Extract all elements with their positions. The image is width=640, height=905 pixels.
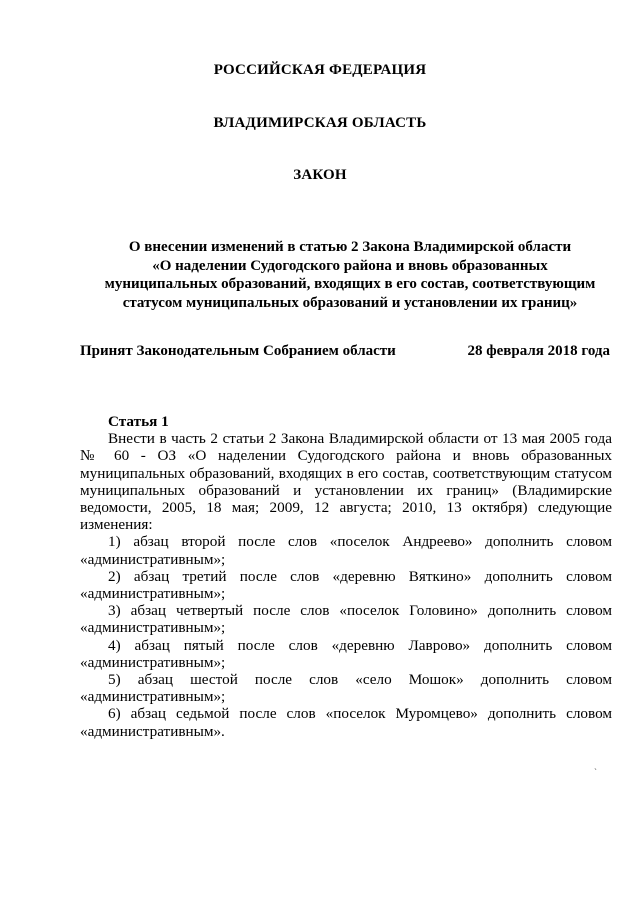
amendment-item: 2) абзац третий после слов «деревню Вяткино» дополнить словом «административным»;: [80, 567, 612, 603]
adopted-by: Принят Законодательным Собранием области: [80, 343, 396, 359]
law-title: [80, 238, 620, 312]
article-title: Статья 1: [108, 413, 169, 430]
amendment-item: 4) абзац пятый после слов «деревню Лаврово» дополнить словом «административным»;: [80, 636, 612, 671]
document-type-heading: ЗАКОН: [293, 167, 347, 183]
amendment-item: 5) абзац шестой после слов «село Мошок» дополнить словом «административным»;: [80, 671, 612, 706]
adoption-line: [80, 343, 610, 360]
region-heading: ВЛАДИМИРСКАЯ ОБЛАСТЬ: [213, 115, 427, 131]
law-title-line: О внесении изменений в статью 2 Закона Владимирской области: [128, 239, 572, 255]
country-heading: РОССИЙСКАЯ ФЕДЕРАЦИЯ: [213, 62, 427, 78]
adoption-date: 28 февраля 2018 года: [467, 343, 610, 359]
law-title-line: муниципальных образований, входящих в его состав, соответствующим: [104, 276, 596, 292]
scan-mark: ˎ: [594, 760, 597, 770]
law-title-line: «О наделении Судогодского района и вновь образованных: [152, 257, 548, 274]
amendment-item: 3) абзац четвертый после слов «поселок Головино» дополнить словом «административным»;: [80, 602, 612, 637]
law-title-line: статусом муниципальных образований и установлении их границ»: [122, 294, 578, 311]
article-1: [80, 413, 612, 740]
amendment-item: 1) абзац второй после слов «поселок Андреево» дополнить словом «административным»;: [80, 533, 612, 568]
article-intro: Внести в часть 2 статьи 2 Закона Владимирской области от 13 мая 2005 года № 60 - ОЗ «О наделении Судогодского района и вновь образованных муниципальных образований, входящих в его состав, соответствующим статусом муниципальных образований и установлении их границ» (Владимирские ведомости, 2005, 18 мая; 2009, 12 августа; 2010, 13 октября) следующие изменения:: [80, 430, 612, 534]
amendment-item: 6) абзац седьмой после слов «поселок Муромцево» дополнить словом «административным».: [80, 705, 612, 740]
